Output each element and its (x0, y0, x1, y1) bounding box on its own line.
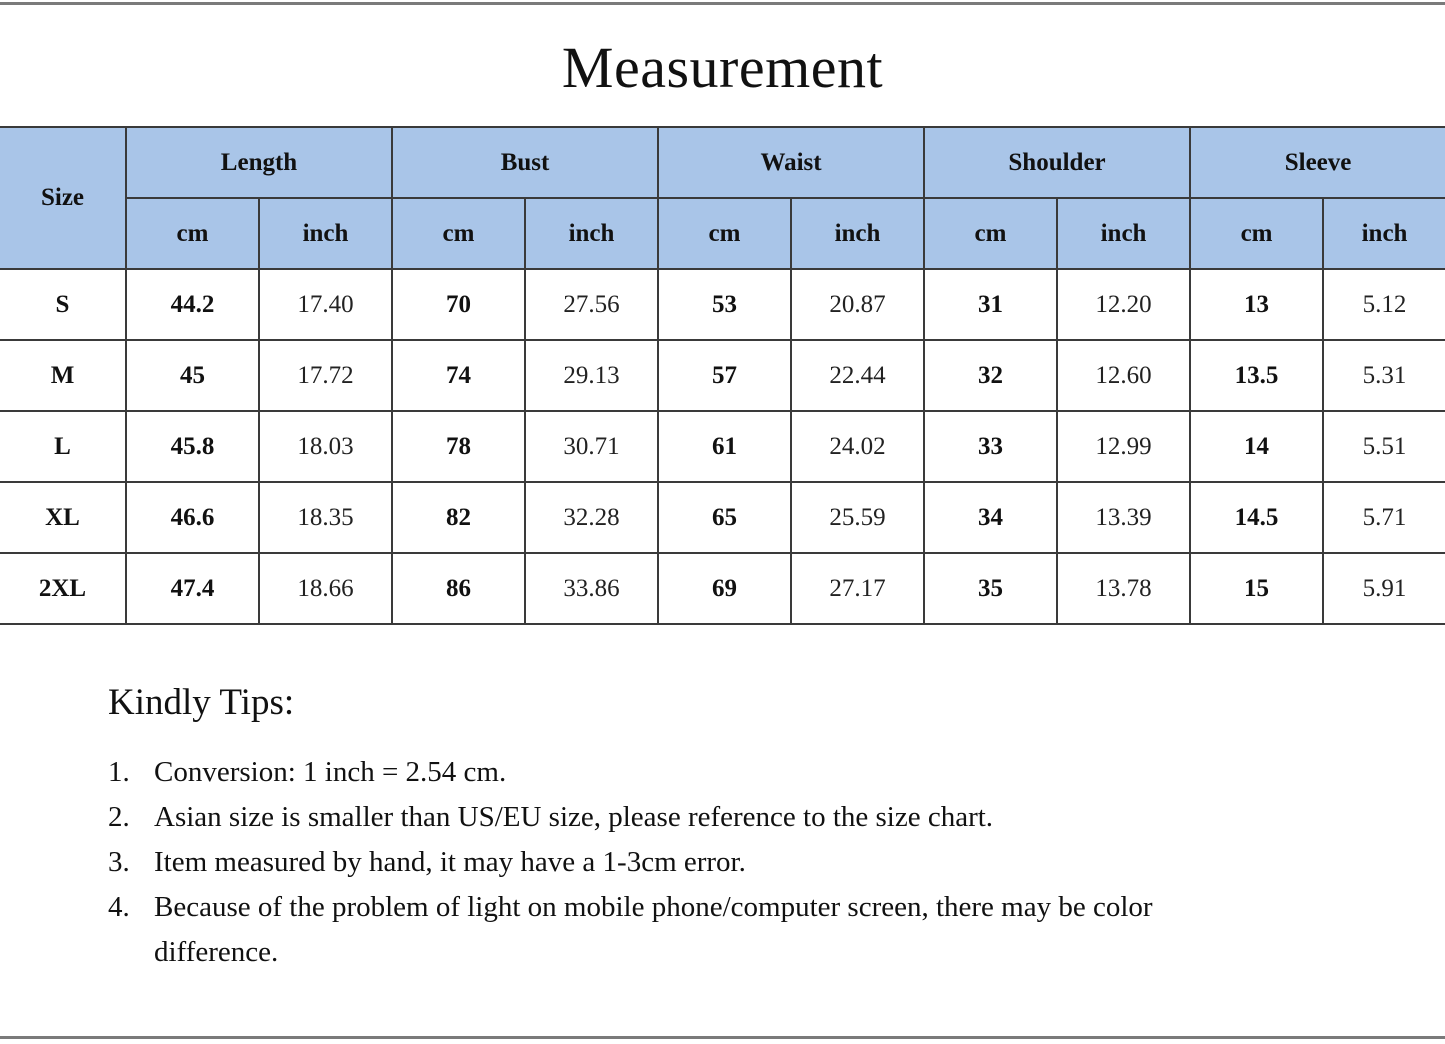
inch-value-cell: 12.20 (1057, 269, 1190, 340)
inch-value-cell: 18.03 (259, 411, 392, 482)
inch-value-cell: 13.39 (1057, 482, 1190, 553)
tip-text: Conversion: 1 inch = 2.54 cm. (154, 756, 507, 788)
cm-value-cell: 78 (392, 411, 525, 482)
tip-item (108, 750, 1218, 795)
table-row (0, 340, 1445, 411)
inch-value-cell: 5.71 (1323, 482, 1445, 553)
cm-value-cell: 35 (924, 553, 1057, 624)
cm-value-cell: 45.8 (126, 411, 259, 482)
inch-value-cell: 27.56 (525, 269, 658, 340)
inch-value-cell: 5.31 (1323, 340, 1445, 411)
cm-value-cell: 82 (392, 482, 525, 553)
cm-value-cell: 13 (1190, 269, 1323, 340)
cm-value-cell: 61 (658, 411, 791, 482)
size-label-cell: 2XL (0, 553, 126, 624)
table-body (0, 269, 1445, 624)
unit-header-inch: inch (1323, 198, 1445, 269)
table-row (0, 482, 1445, 553)
inch-value-cell: 17.40 (259, 269, 392, 340)
cm-value-cell: 57 (658, 340, 791, 411)
group-header-bust: Bust (392, 127, 658, 198)
inch-value-cell: 12.99 (1057, 411, 1190, 482)
cm-value-cell: 47.4 (126, 553, 259, 624)
unit-header-cm: cm (924, 198, 1057, 269)
tips-list (108, 750, 1218, 975)
inch-value-cell: 33.86 (525, 553, 658, 624)
cm-value-cell: 74 (392, 340, 525, 411)
cm-value-cell: 14.5 (1190, 482, 1323, 553)
unit-header-inch: inch (1057, 198, 1190, 269)
tip-text: Asian size is smaller than US/EU size, please reference to the size chart. (154, 801, 994, 833)
group-header-waist: Waist (658, 127, 924, 198)
table-row (0, 553, 1445, 624)
unit-header-inch: inch (791, 198, 924, 269)
group-header-length: Length (126, 127, 392, 198)
cm-value-cell: 34 (924, 482, 1057, 553)
tip-number: 2. (108, 801, 130, 833)
cm-value-cell: 65 (658, 482, 791, 553)
cm-value-cell: 86 (392, 553, 525, 624)
inch-value-cell: 5.51 (1323, 411, 1445, 482)
inch-value-cell: 18.35 (259, 482, 392, 553)
header-row-units (0, 198, 1445, 269)
size-column-header: Size (0, 127, 126, 269)
cm-value-cell: 44.2 (126, 269, 259, 340)
table-row (0, 411, 1445, 482)
tip-text: Item measured by hand, it may have a 1-3cm error. (154, 846, 746, 878)
unit-header-cm: cm (1190, 198, 1323, 269)
unit-header-cm: cm (126, 198, 259, 269)
cm-value-cell: 46.6 (126, 482, 259, 553)
cm-value-cell: 33 (924, 411, 1057, 482)
inch-value-cell: 27.17 (791, 553, 924, 624)
tip-number: 4. (108, 891, 130, 923)
cm-value-cell: 14 (1190, 411, 1323, 482)
inch-value-cell: 29.13 (525, 340, 658, 411)
inch-value-cell: 5.12 (1323, 269, 1445, 340)
unit-header-inch: inch (259, 198, 392, 269)
inch-value-cell: 32.28 (525, 482, 658, 553)
size-label-cell: M (0, 340, 126, 411)
tip-number: 3. (108, 846, 130, 878)
table-row (0, 269, 1445, 340)
inch-value-cell: 12.60 (1057, 340, 1190, 411)
top-divider (0, 2, 1445, 5)
cm-value-cell: 32 (924, 340, 1057, 411)
size-chart-table (0, 126, 1445, 625)
bottom-divider (0, 1036, 1445, 1039)
cm-value-cell: 45 (126, 340, 259, 411)
inch-value-cell: 5.91 (1323, 553, 1445, 624)
tips-heading: Kindly Tips: (108, 682, 295, 723)
inch-value-cell: 25.59 (791, 482, 924, 553)
cm-value-cell: 69 (658, 553, 791, 624)
inch-value-cell: 22.44 (791, 340, 924, 411)
unit-header-cm: cm (392, 198, 525, 269)
tip-item (108, 795, 1218, 840)
cm-value-cell: 70 (392, 269, 525, 340)
inch-value-cell: 17.72 (259, 340, 392, 411)
tip-number: 1. (108, 756, 130, 788)
inch-value-cell: 18.66 (259, 553, 392, 624)
tip-text: Because of the problem of light on mobile phone/computer screen, there may be color difference. (154, 891, 1153, 968)
cm-value-cell: 53 (658, 269, 791, 340)
cm-value-cell: 15 (1190, 553, 1323, 624)
inch-value-cell: 20.87 (791, 269, 924, 340)
tip-item (108, 885, 1218, 975)
tips-section (108, 678, 1218, 975)
cm-value-cell: 31 (924, 269, 1057, 340)
inch-value-cell: 13.78 (1057, 553, 1190, 624)
inch-value-cell: 30.71 (525, 411, 658, 482)
unit-header-inch: inch (525, 198, 658, 269)
size-label-cell: L (0, 411, 126, 482)
size-label-cell: XL (0, 482, 126, 553)
group-header-shoulder: Shoulder (924, 127, 1190, 198)
cm-value-cell: 13.5 (1190, 340, 1323, 411)
tip-item (108, 840, 1218, 885)
unit-header-cm: cm (658, 198, 791, 269)
group-header-sleeve: Sleeve (1190, 127, 1445, 198)
size-label-cell: S (0, 269, 126, 340)
header-row-groups (0, 127, 1445, 198)
page-title: Measurement (561, 35, 884, 100)
inch-value-cell: 24.02 (791, 411, 924, 482)
